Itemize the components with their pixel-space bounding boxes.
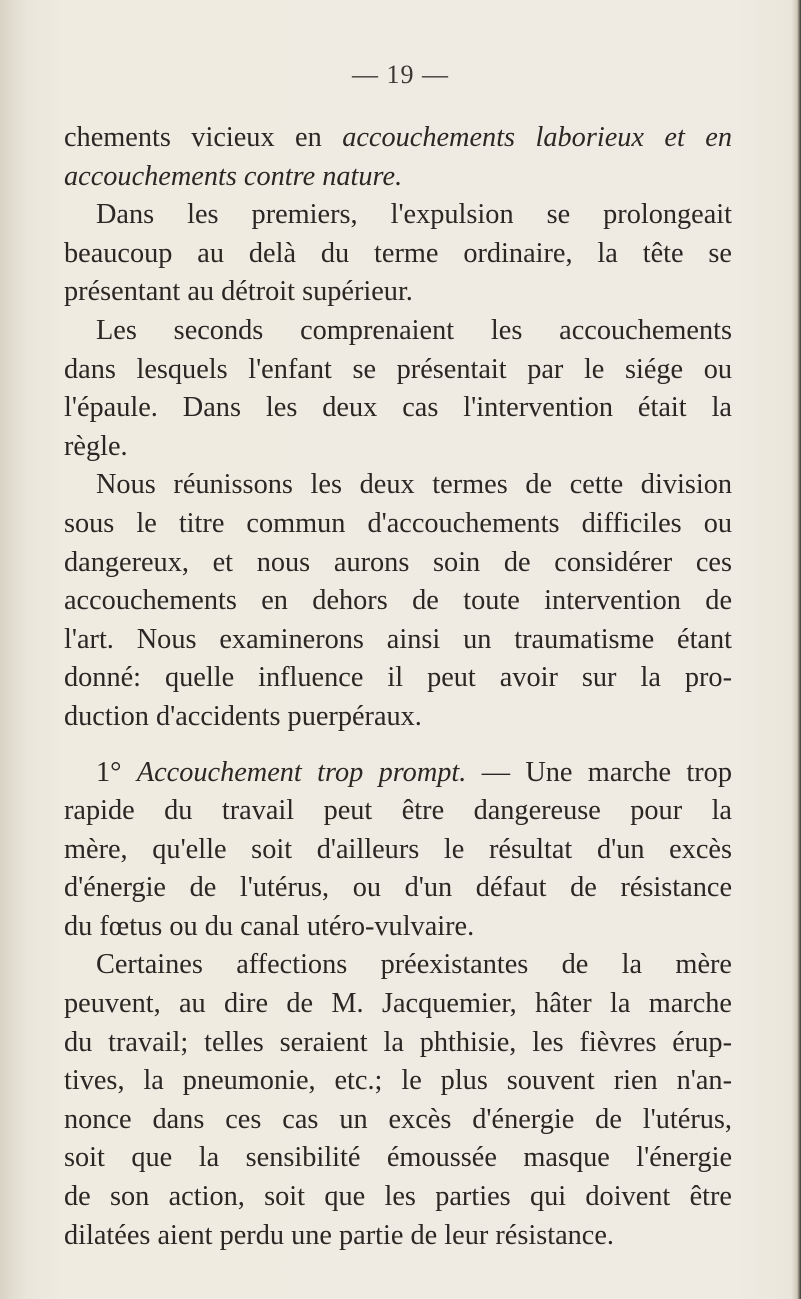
text-line — [64, 505, 732, 544]
text-line — [64, 544, 732, 583]
text-line — [64, 869, 732, 908]
body-text — [64, 119, 732, 1255]
text-run: Les seconds comprenaient les accouchements — [96, 314, 732, 346]
text-line — [64, 754, 732, 793]
text-line — [64, 1101, 732, 1140]
text-run: peuvent, au dire de M. Jacquemier, hâter la marche — [64, 988, 732, 1020]
binding-shadow — [0, 0, 26, 1299]
text-run: dilatées aient perdu une partie de leur résistance. — [64, 1219, 614, 1251]
text-line — [64, 698, 732, 737]
text-run: rapide du travail peut être dangereuse pour la — [64, 795, 732, 827]
text-line — [64, 831, 732, 870]
paragraph — [64, 312, 732, 466]
paragraph — [64, 754, 732, 947]
text-run: nonce dans ces cas un excès d'énergie de l'utérus, — [64, 1103, 732, 1135]
text-line — [64, 946, 732, 985]
text-line — [64, 466, 732, 505]
text-run: duction d'accidents puerpéraux. — [64, 700, 422, 732]
text-line — [64, 659, 732, 698]
text-line — [64, 621, 732, 660]
text-run: dangereux, et nous aurons soin de considérer ces — [64, 546, 732, 578]
text-run: l'art. Nous examinerons ainsi un traumatisme étant — [64, 623, 732, 655]
paragraph — [64, 946, 732, 1255]
text-run: mère, qu'elle soit d'ailleurs le résultat d'un excès — [64, 833, 732, 865]
text-run: du fœtus ou du canal utéro-vulvaire. — [64, 910, 475, 942]
text-line — [64, 351, 732, 390]
text-run: présentant au détroit supérieur. — [64, 276, 413, 308]
text-line — [64, 985, 732, 1024]
text-run: de son action, soit que les parties qui doivent être — [64, 1181, 732, 1213]
text-line — [64, 1217, 732, 1256]
text-line — [64, 158, 732, 197]
text-run: d'énergie de l'utérus, ou d'un défaut de résistance — [64, 872, 732, 904]
text-line — [64, 1178, 732, 1217]
text-line — [64, 312, 732, 351]
text-line — [64, 1024, 732, 1063]
text-run: chements vicieux en — [64, 122, 343, 153]
paragraph — [64, 196, 732, 312]
paragraph — [64, 119, 732, 196]
text-line — [64, 1062, 732, 1101]
text-run: soit que la sensibilité émoussée masque l'énergie — [64, 1142, 732, 1174]
italic-text: accouchements laborieux et en — [342, 122, 733, 153]
text-run: Nous réunissons les deux termes de cette division — [96, 469, 732, 501]
text-line — [64, 273, 732, 312]
text-line — [64, 908, 732, 947]
text-run: 1° — [96, 756, 137, 788]
text-run: l'épaule. Dans les deux cas l'intervention était la — [64, 392, 732, 424]
text-run: donné: quelle influence il peut avoir sur la pro- — [64, 662, 732, 694]
page-number: — 19 — — [352, 60, 449, 89]
text-run: Certaines affections préexistantes de la mère — [96, 949, 732, 981]
text-run: tives, la pneumonie, etc.; le plus souvent rien n'an- — [64, 1065, 732, 1097]
italic-text: Accouchement trop prompt. — [136, 756, 467, 788]
text-line — [64, 389, 732, 428]
text-line — [64, 582, 732, 621]
paragraph — [64, 466, 732, 736]
text-run: sous le titre commun d'accouchements difficiles ou — [64, 507, 732, 539]
text-line — [64, 1139, 732, 1178]
text-line — [64, 792, 732, 831]
text-run: Dans les premiers, l'expulsion se prolongeait — [96, 199, 732, 231]
text-line — [64, 235, 732, 274]
text-run: accouchements en dehors de toute intervention de — [64, 585, 732, 617]
text-run: règle. — [64, 430, 128, 462]
italic-text: accouchements contre nature. — [64, 160, 403, 192]
text-line — [64, 119, 732, 158]
page-edge-shadow — [791, 0, 801, 1299]
text-run: du travail; telles seraient la phthisie, les fièvres érup- — [64, 1026, 732, 1058]
text-run: — Une marche trop — [466, 756, 732, 788]
text-line — [64, 196, 732, 235]
text-line — [64, 428, 732, 467]
text-run: dans lesquels l'enfant se présentait par le siége ou — [64, 353, 732, 385]
paragraph-gap — [64, 737, 732, 754]
text-run: beaucoup au delà du terme ordinaire, la tête se — [64, 237, 732, 269]
